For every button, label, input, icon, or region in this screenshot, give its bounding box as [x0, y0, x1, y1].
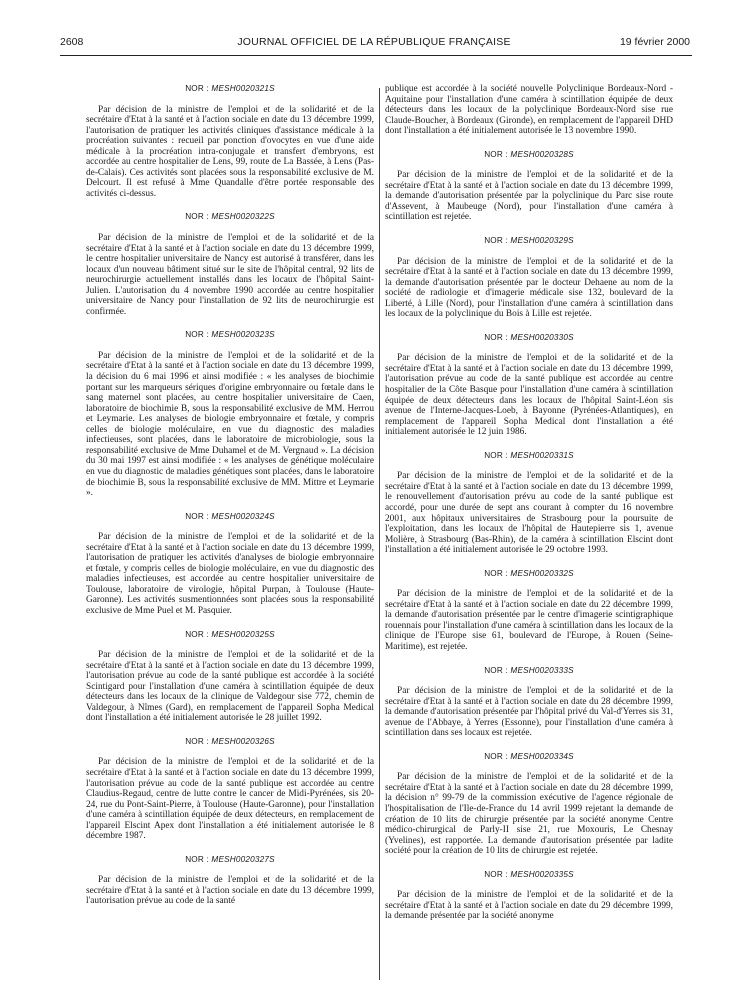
- nor-reference: [385, 666, 673, 677]
- decision-paragraph: Par décision de la ministre de l'emploi et de la solidarité et de la secrétaire d'Etat à la santé et à l'action sociale en date du 28 décembre 1999, la décision n° 99-79 de la commission exécutive de l'agence régionale de l'hospitalisation de l'Ile-de-France du 14 avril 1999 rejetant la demande de création de 10 lits de chirurgie présentée par la société anonyme Centre médico-chirurgical de Parly-II sise 21, rue Moxouris, Le Chesnay (Yvelines), est rapportée. La demande d'autorisation présentée par ladite société pour la création de 10 lits de chirurgie est rejetée.: [385, 772, 673, 857]
- decision-paragraph: Par décision de la ministre de l'emploi et de la solidarité et de la secrétaire d'Etat à la santé et à l'action sociale en date du 22 décembre 1999, la demande d'autorisation présentée par le centre d'imagerie scintigraphique rouennais pour l'installation d'une caméra à scintillation dans les locaux de la clinique de l'Europe sise 61, boulevard de l'Europe, à Rouen (Seine-Maritime), est rejetée.: [385, 589, 674, 652]
- nor-reference: [385, 451, 673, 462]
- nor-reference: [86, 512, 374, 523]
- nor-label: NOR :: [484, 236, 508, 246]
- decision-paragraph: Par décision de la ministre de l'emploi et de la solidarité et de la secrétaire d'Etat à la santé et à l'action sociale en date du 13 décembre 1999, l'autorisation de pratiquer les activités d'analyses de biologie embryonnaire et fœtale, y compris celles de biologie moléculaire, en vue du diagnostic des maladies infectieuses, est accordée au centre hospitalier universitaire de Toulouse, laboratoire de virologie, hôpital Purpan, à Toulouse (Haute-Garonne). Les activités susmentionnées sont placées sous la responsabilité exclusive de Mme Puel et M. Pasquier.: [86, 532, 374, 616]
- nor-label: NOR :: [185, 736, 209, 746]
- decision-paragraph: Par décision de la ministre de l'emploi et de la solidarité et de la secrétaire d'Etat à la santé et à l'action sociale en date du 13 décembre 1999, le renouvellement d'autorisation prévu au code de la santé publique est accordé, pour une durée de sept ans courant à compter du 16 novembre 2001, aux hôpitaux universitaires de Strasbourg pour la poursuite de l'exploitation, dans les locaux de l'hôpital de Hautepierre sis 1, avenue Molière, à Strasbourg (Bas-Rhin), de la caméra à scintillation Elscint dont l'installation a été initialement autorisée le 29 octobre 1993.: [385, 471, 673, 556]
- nor-reference: [385, 752, 673, 763]
- nor-code: MESH0020321S: [211, 84, 275, 93]
- nor-label: NOR :: [185, 511, 209, 521]
- nor-code: MESH0020331S: [510, 450, 574, 460]
- decision-paragraph: Par décision de la ministre de l'emploi et de la solidarité et de la secrétaire d'Etat à la santé et à l'action sociale en date du 29 décembre 1999, la demande présentée par la société anonyme: [385, 890, 673, 922]
- nor-reference: [385, 569, 673, 580]
- publication-date: 19 février 2000: [619, 36, 690, 48]
- nor-label: NOR :: [484, 450, 508, 460]
- nor-code: MESH0020330S: [510, 332, 574, 342]
- nor-code: MESH0020328S: [510, 149, 574, 159]
- nor-label: NOR :: [484, 332, 508, 342]
- decision-paragraph: Par décision de la ministre de l'emploi et de la solidarité et de la secrétaire d'Etat à la santé et à l'action sociale en date du 28 décembre 1999, la demande d'autorisation présentée par l'hôpital privé du Val-d'Yerres sis 31, avenue de l'Abbaye, à Yerres (Essonne), pour l'installation d'une caméra à scintillation dans ses locaux est rejetée.: [385, 686, 673, 739]
- nor-label: NOR :: [185, 212, 209, 222]
- nor-code: MESH0020322S: [211, 212, 275, 222]
- decision-paragraph: Par décision de la ministre de l'emploi et de la solidarité et de la secrétaire d'Etat à la santé et à l'action sociale en date du 13 décembre 1999, le centre hospitalier universitaire de Nancy est autorisé à transférer, dans les locaux d'un nouveau bâtiment situé sur le site de l'hôpital central, 92 lits de neurochirurgie actuellement installés dans les locaux de l'hôpital Saint-Julien. L'autorisation du 4 novembre 1990 accordée au centre hospitalier universitaire de Nancy pour l'installation de 92 lits de neurochirurgie est confirmée.: [86, 233, 374, 317]
- journal-title: JOURNAL OFFICIEL DE LA RÉPUBLIQUE FRANÇAISE: [237, 36, 511, 48]
- nor-reference: [385, 333, 673, 344]
- nor-reference: [86, 630, 374, 641]
- continuation-paragraph: publique est accordée à la société nouvelle Polyclinique Bordeaux-Nord - Aquitaine pour l'installation d'une caméra à scintillation équipée de deux détecteurs dans les locaux de la polyclinique Bordeaux-Nord sise rue Claude-Boucher, à Bordeaux (Gironde), en remplacement de l'appareil DHD dont l'installation a été initialement autorisée le 13 novembre 1990.: [385, 84, 673, 137]
- nor-code: MESH0020332S: [510, 568, 574, 578]
- nor-label: NOR :: [484, 869, 508, 879]
- nor-label: NOR :: [484, 149, 508, 159]
- nor-reference: [86, 855, 374, 866]
- nor-code: MESH0020325S: [211, 629, 275, 639]
- nor-code: MESH0020326S: [211, 736, 275, 746]
- nor-label: NOR :: [185, 629, 209, 639]
- header-rule: [60, 55, 692, 56]
- nor-reference: [86, 212, 374, 223]
- nor-reference: [385, 150, 673, 161]
- decision-paragraph: Par décision de la ministre de l'emploi et de la solidarité et de la secrétaire d'Etat à la santé et à l'action sociale en date du 13 décembre 1999, l'autorisation prévue au code de la santé publique est accordée au centre Claudius-Regaud, centre de lutte contre le cancer de Midi-Pyrénées, sis 20-24, rue du Pont-Saint-Pierre, à Toulouse (Haute-Garonne), pour l'installation d'une caméra à scintillation équipée de deux détecteurs, en remplacement de l'appareil Elscint Apex dont l'installation a été initialement autorisée le 8 décembre 1987.: [86, 757, 374, 842]
- nor-code: MESH0020323S: [211, 330, 275, 340]
- decision-paragraph: Par décision de la ministre de l'emploi et de la solidarité et de la secrétaire d'Etat à la santé et à l'action sociale en date du 13 décembre 1999, la demande d'autorisation présentée par la polyclinique du Parc sise route d'Assevent, à Maubeuge (Nord), pour l'installation d'une caméra à scintillation est rejetée.: [385, 170, 673, 223]
- decision-paragraph: Par décision de la ministre de l'emploi et de la solidarité et de la secrétaire d'Etat à la santé et à l'action sociale en date du 13 décembre 1999, l'autorisation de pratiquer les activités cliniques d'assistance médicale à la procréation suivantes : recueil par ponction d'ovocytes en vue d'une aide médicale à la procréation intra-conjugale et transfert d'embryons, est accordée au centre hospitalier de Lens, 99, route de La Bassée, à Lens (Pas-de-Calais). Ces activités sont placées sous la responsabilité exclusive de M. Delcourt. Il est refusé à Mme Quandalle d'être portée responsable des activités ci-dessus.: [86, 104, 374, 199]
- right-column: [385, 84, 673, 922]
- nor-code: MESH0020329S: [510, 236, 574, 246]
- nor-label: NOR :: [185, 854, 209, 864]
- decision-paragraph: Par décision de la ministre de l'emploi et de la solidarité et de la secrétaire d'Etat à la santé et à l'action sociale en date du 13 décembre 1999, l'autorisation prévue au code de la santé publique est accordée au centre hospitalier de la Côte Basque pour l'installation d'une caméra à scintillation équipée de deux détecteurs dans les locaux de l'hôpital Saint-Léon sis avenue de l'Interne-Jacques-Loeb, à Bayonne (Pyrénées-Atlantiques), en remplacement de l'appareil Sopha Medical dont l'installation a été initialement autorisée le 12 juin 1986.: [385, 353, 673, 438]
- decision-paragraph: Par décision de la ministre de l'emploi et de la solidarité et de la secrétaire d'Etat à la santé et à l'action sociale en date du 13 décembre 1999, l'autorisation prévue au code de la santé: [86, 875, 374, 907]
- nor-label: NOR :: [185, 330, 209, 340]
- nor-label: NOR :: [484, 568, 508, 578]
- nor-reference: [86, 84, 374, 95]
- page-header: [0, 36, 748, 52]
- nor-code: MESH0020335S: [510, 869, 574, 879]
- decision-paragraph: Par décision de la ministre de l'emploi et de la solidarité et de la secrétaire d'Etat à la santé et à l'action sociale en date du 13 décembre 1999, l'autorisation prévue au code de la santé publique est accordée à la société Scintigard pour l'installation d'une caméra à scintillation équipée de deux détecteurs dans les locaux de la clinique de Valdegour sise 772, chemin de Valdegour, à Nîmes (Gard), en remplacement de l'appareil Sopha Medical dont l'installation a été initialement autorisée le 28 juillet 1992.: [86, 650, 374, 724]
- nor-reference: [385, 870, 673, 881]
- nor-reference: [86, 330, 374, 341]
- decision-paragraph: Par décision de la ministre de l'emploi et de la solidarité et de la secrétaire d'Etat à la santé et à l'action sociale en date du 13 décembre 1999, la demande d'autorisation présentée par le docteur Dehaene au nom de la société de radiologie et d'imagerie médicale sise 132, boulevard de la Liberté, à Lille (Nord), pour l'installation d'une caméra à scintillation dans les locaux de la polyclinique du Bois à Lille est rejetée.: [385, 256, 673, 320]
- left-column: [86, 84, 374, 907]
- nor-code: MESH0020334S: [510, 751, 574, 761]
- page-number: 2608: [60, 36, 84, 48]
- nor-code: MESH0020333S: [510, 665, 574, 675]
- nor-code: MESH0020327S: [211, 854, 275, 864]
- nor-label: NOR :: [484, 665, 508, 675]
- nor-reference: [86, 737, 374, 748]
- nor-label: NOR :: [185, 84, 209, 93]
- nor-label: NOR :: [484, 751, 508, 761]
- decision-paragraph: Par décision de la ministre de l'emploi et de la solidarité et de la secrétaire d'Etat à la santé et à l'action sociale en date du 13 décembre 1999, la décision du 6 mai 1996 et ainsi modifiée : « les analyses de biochimie portant sur les marqueurs sériques d'origine embryonnaire ou fœtale dans le sang maternel sont placées, au centre hospitalier universitaire de Caen, laboratoire de biochimie B, sous la responsabilité exclusive de MM. Herrou et Leymarie. Les analyses de biologie embryonnaire et fœtale, y compris celles de biologie moléculaire, en vue du diagnostic des maladies infectieuses, sont placées, dans le laboratoire de microbiologie, sous la responsabilité exclusive de Mme Duhamel et de M. Vergnaud ». La décision du 30 mai 1997 est ainsi modifiée : « les analyses de génétique moléculaire en vue du diagnostic de maladies génétiques sont placées, dans le laboratoire de biochimie B, sous la responsabilité exclusive de MM. Mittre et Leymarie ».: [86, 350, 374, 499]
- column-separator: [379, 88, 380, 980]
- nor-reference: [385, 236, 673, 247]
- nor-code: MESH0020324S: [211, 511, 275, 521]
